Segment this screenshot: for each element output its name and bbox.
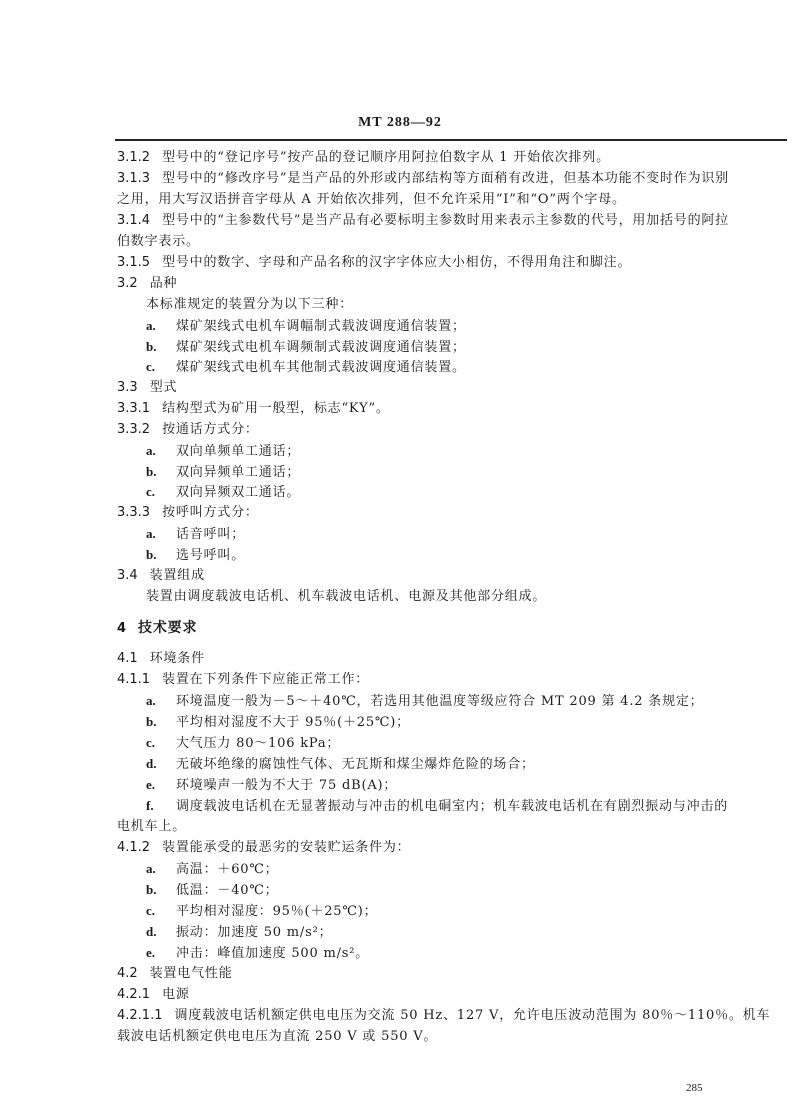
clause-text: 高温：＋60℃；	[176, 862, 279, 877]
list-item	[146, 755, 535, 774]
clause-number: a.	[146, 443, 156, 458]
list-item	[146, 944, 369, 963]
clause	[117, 504, 259, 522]
list-item	[146, 546, 245, 565]
clause	[117, 965, 233, 983]
clause-text: 话音呼叫；	[176, 527, 246, 542]
clause-number: 4.2.1	[117, 987, 151, 1002]
clause	[117, 170, 729, 188]
clause-text: 平均相对湿度：95％(＋25℃)；	[176, 904, 378, 919]
list-item	[146, 797, 728, 816]
clause-number: a.	[146, 861, 156, 876]
clause-text: 煤矿架线式电机车调频制式载波调度通信装置；	[176, 340, 466, 355]
clause	[117, 671, 369, 689]
clause-text: 技术要求	[138, 620, 198, 636]
clause-number: 3.1.4	[117, 213, 151, 228]
clause-number: 3.3	[117, 380, 138, 395]
clause-number: a.	[146, 526, 156, 541]
list-item	[146, 734, 340, 753]
clause-text: 选号呼叫。	[176, 548, 246, 563]
clause-text: 平均相对湿度不大于 95％(＋25℃)；	[176, 715, 410, 730]
clause-number: a.	[146, 318, 156, 333]
clause-text: 调度载波电话机在无显著振动与冲击的机电硐室内；机车载波电话机在有剧烈振动与冲击的	[176, 799, 729, 814]
list-item	[146, 525, 245, 544]
clause-text: 结构型式为矿用一般型，标志“KY”。	[162, 401, 390, 416]
clause-text: 双向异频单工通话；	[176, 465, 301, 480]
clause-text: 振动：加速度 50 m/s²；	[176, 925, 333, 940]
clause-number: 4.1	[117, 651, 138, 666]
clause-text: 型式	[149, 380, 178, 395]
paragraph	[146, 296, 353, 314]
clause	[117, 567, 205, 585]
list-item	[146, 358, 466, 377]
clause-text: 之用，用大写汉语拼音字母从 A 开始依次排列，但不允许采用“I”和“O”两个字母。	[117, 192, 626, 207]
clause-text: 型号中的“修改序号”是当产品的外形或内部结构等方面稍有改进，但基本功能不变时作为识别	[162, 171, 729, 186]
clause-text: 电机车上。	[117, 819, 187, 834]
running-header	[0, 114, 800, 131]
list-item	[146, 881, 279, 900]
clause-number: 4.2	[117, 966, 138, 981]
clause-text: 煤矿架线式电机车调幅制式载波调度通信装置；	[176, 319, 466, 334]
clause-text: 双向单频单工通话；	[176, 444, 301, 459]
list-item	[146, 317, 466, 336]
clause-number: c.	[146, 484, 156, 499]
clause-number: 3.2	[117, 276, 138, 291]
clause-text: 伯数字表示。	[117, 234, 200, 249]
clause-number: e.	[146, 777, 156, 792]
list-item	[146, 483, 300, 502]
clause	[117, 986, 190, 1004]
clause-number: f.	[146, 798, 154, 813]
clause-text: 环境噪声一般为不大于 75 dB(A)；	[176, 778, 398, 793]
paragraph	[146, 588, 546, 606]
list-item	[146, 338, 466, 357]
clause-number: e.	[146, 945, 156, 960]
clause-text: 按通话方式分：	[162, 422, 259, 437]
clause-text: 型号中的数字、字母和产品名称的汉字字体应大小相仿，不得用角注和脚注。	[162, 255, 632, 270]
clause-number: b.	[146, 714, 157, 729]
page-number: 285	[686, 1082, 703, 1094]
clause-text: 按呼叫方式分：	[162, 505, 259, 520]
list-item	[146, 692, 704, 711]
clause-text: 电源	[162, 987, 190, 1002]
clause	[117, 839, 410, 857]
header-rule	[115, 139, 787, 141]
clause-number: a.	[146, 693, 156, 708]
clause-number: 4.1.2	[117, 840, 151, 855]
list-item	[146, 902, 377, 921]
clause-text: 双向异频双工通话。	[176, 485, 301, 500]
list-item	[146, 776, 397, 795]
clause	[117, 275, 177, 293]
clause-number: 3.1.3	[117, 171, 151, 186]
clause-number: d.	[146, 924, 157, 939]
clause-number: 3.3.3	[117, 505, 151, 520]
clause-text: 无破坏绝缘的腐蚀性气体、无瓦斯和煤尘爆炸危险的场合；	[176, 757, 535, 772]
clause-text: 环境条件	[149, 651, 205, 666]
clause	[117, 379, 177, 397]
paragraph-continuation	[117, 1028, 437, 1046]
clause-number: b.	[146, 339, 157, 354]
clause	[117, 400, 390, 418]
clause-number: 4.1.1	[117, 672, 151, 687]
list-item	[146, 463, 300, 482]
clause-text: 型号中的“主参数代号”是当产品有必要标明主参数时用来表示主参数的代号，用加括号的阿拉	[162, 213, 729, 228]
clause-number: c.	[146, 735, 156, 750]
clause-text: 型号中的“登记序号”按产品的登记顺序用阿拉伯数字从 1 开始依次排列。	[162, 150, 610, 165]
clause-text: 装置能承受的最恶劣的安装贮运条件为：	[162, 840, 411, 855]
clause-text: 环境温度一般为－5～＋40℃，若选用其他温度等级应符合 MT 209 第 4.2 条规定；	[176, 694, 704, 709]
paragraph-continuation	[117, 191, 626, 209]
clause	[117, 212, 729, 230]
clause-number: b.	[146, 464, 157, 479]
clause-text: 煤矿架线式电机车其他制式载波调度通信装置。	[176, 360, 466, 375]
clause-text: 品种	[149, 276, 178, 291]
clause-number: b.	[146, 882, 157, 897]
clause-number: 4.2.1.1	[117, 1008, 163, 1023]
clause-text: 载波电话机额定供电电压为直流 250 V 或 550 V。	[117, 1029, 438, 1044]
clause	[117, 254, 631, 272]
clause	[117, 1007, 770, 1025]
clause-number: c.	[146, 903, 156, 918]
clause-number: 3.3.1	[117, 401, 151, 416]
paragraph-continuation	[117, 818, 186, 836]
list-item	[146, 442, 300, 461]
clause	[117, 421, 259, 439]
clause-text: 低温：－40℃；	[176, 883, 279, 898]
list-item	[146, 713, 410, 732]
clause-number: 3.4	[117, 568, 138, 583]
clause-text: 本标准规定的装置分为以下三种：	[146, 297, 354, 312]
clause-number: c.	[146, 359, 156, 374]
clause-number: 3.1.2	[117, 150, 151, 165]
clause-number: 3.3.2	[117, 422, 151, 437]
section-heading	[117, 619, 197, 638]
clause	[117, 650, 205, 668]
clause-text: 调度载波电话机额定供电电压为交流 50 Hz、127 V，允许电压波动范围为 80％～110％。机车	[174, 1008, 771, 1023]
clause-number: 4	[117, 621, 127, 636]
list-item	[146, 860, 279, 879]
clause-text: 装置由调度载波电话机、机车载波电话机、电源及其他部分组成。	[146, 589, 547, 604]
clause	[117, 149, 610, 167]
paragraph-continuation	[117, 233, 200, 251]
clause-text: 装置在下列条件下应能正常工作：	[162, 672, 370, 687]
clause-number: b.	[146, 547, 157, 562]
clause-text: 装置电气性能	[149, 966, 233, 981]
clause-number: d.	[146, 756, 157, 771]
clause-text: 冲击：峰值加速度 500 m/s²。	[176, 946, 370, 961]
list-item	[146, 923, 332, 942]
standard-code: MT 288—92	[358, 115, 442, 130]
clause-text: 大气压力 80～106 kPa；	[176, 736, 341, 751]
clause-text: 装置组成	[149, 568, 205, 583]
clause-number: 3.1.5	[117, 255, 151, 270]
